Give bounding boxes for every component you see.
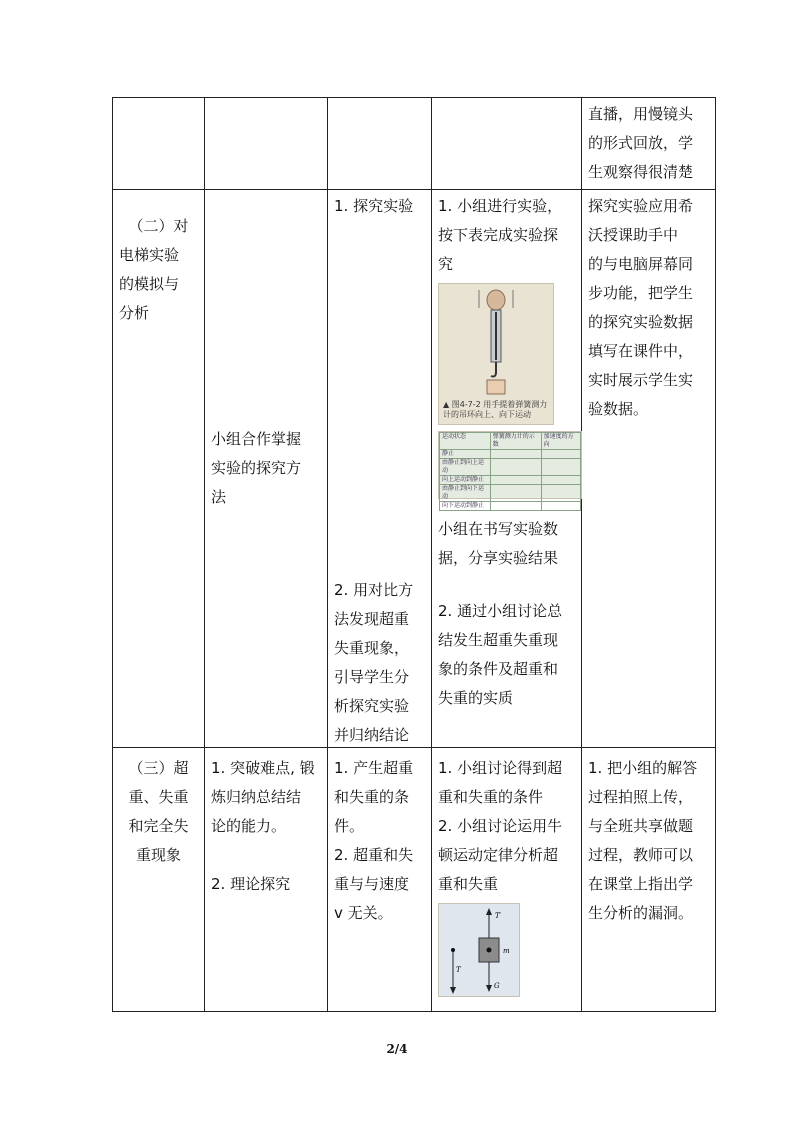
text-line: 实时展示学生实 [588,371,694,389]
text-line: （三）超 [128,759,189,777]
cell-section [113,98,205,190]
text-line: 重、失重 [128,788,189,806]
cell-teacher [328,190,432,748]
text-line: 重现象 [135,846,181,864]
text-line: 并归纳结论 [334,726,410,744]
text-line: 生观察得很清楚 [588,163,694,181]
text-line: 析探究实验 [334,697,410,715]
cell-tech [582,190,716,748]
text-line: 2. 用对比方 [334,581,414,599]
caption-line: ▲ 图4-7-2 用手提着弹簧测力 [443,400,548,409]
force-diagram-figure [438,903,520,997]
text-line: 小组合作掌握 [211,430,302,448]
text-line: 引导学生分 [334,668,410,686]
text-line: 在课堂上指出学 [588,875,694,893]
spring-scale-figure [438,283,554,425]
text-line: 过程拍照上传， [588,788,694,806]
table-row [113,98,716,190]
table-header: 加速度的方向 [541,433,580,450]
caption-line: 计的吊环向上、向下运动 [443,410,531,419]
text-line: 1. 小组进行实验， [438,197,563,215]
table-row [113,748,716,1012]
text-line: 步功能，把学生 [588,284,694,302]
force-label: T [456,966,461,974]
figure-caption [443,400,547,420]
text-line: 法 [211,488,227,506]
text-line: 的探究实验数据 [588,313,694,331]
table-row [113,190,716,748]
cell-goal [205,190,328,748]
force-label: T′ [495,912,502,920]
text-line: 按下表完成实验探 [438,226,559,244]
table-cell: 向下运动到静止 [440,502,491,511]
text-line: 分析 [119,304,150,322]
cell-student [432,748,582,1012]
text-line: 失重的实质 [438,689,514,707]
cell-student [432,98,582,190]
text-line: 的形式回放，学 [588,134,694,152]
text-line: 1. 小组讨论得到超 [438,759,563,777]
text-line: 探究实验应用希 [588,197,694,215]
text-line: 填写在课件中， [588,342,694,360]
text-line: 和完全失 [128,817,189,835]
text-line: 与全班共享做题 [588,817,694,835]
text-line: 2. 理论探究 [211,875,291,893]
cell-tech [582,748,716,1012]
text-line: 法发现超重 [334,610,410,628]
text-line: 和失重的条 [334,788,410,806]
text-line: 2. 通过小组讨论总 [438,602,563,620]
text-line: 验数据。 [588,400,649,418]
table-header: 弹簧测力计的示数 [490,433,541,450]
text-line: 究 [438,255,454,273]
text-line: 沃授课助手中 [588,226,679,244]
text-line: 直播，用慢镜头 [588,105,694,123]
cell-goal [205,98,328,190]
text-line: 据，分享实验结果 [438,549,559,567]
lesson-plan-table [112,97,716,1012]
text-line: 重和失重 [438,875,499,893]
text-line: 1. 突破难点, 锻 [211,759,315,777]
text-line: 重与与速度 [334,875,410,893]
table-cell: 向上运动到静止 [440,476,491,485]
experiment-data-table [438,431,582,509]
cell-section [113,190,205,748]
text-line: （二）对 [128,217,189,235]
text-line: 1. 探究实验 [334,197,414,215]
text-line: 论的能力。 [211,817,287,835]
text-line: 的与电脑屏幕同 [588,255,694,273]
force-diagram [439,904,519,996]
table-cell: 静止 [440,450,491,459]
page-number: 2/4 [386,1042,408,1056]
text-line: 生分析的漏洞。 [588,904,694,922]
table-cell: 由静止到向下运动 [440,485,491,502]
cell-section [113,748,205,1012]
text-line: 2. 小组讨论运用牛 [438,817,563,835]
text-line: 件。 [334,817,365,835]
text-line: 1. 产生超重 [334,759,414,777]
cell-tech [582,98,716,190]
text-line: 电梯实验 [119,246,180,264]
text-line: 重和失重的条件 [438,788,544,806]
text-line: 的模拟与 [119,275,180,293]
text-line: 顿运动定律分析超 [438,846,559,864]
table-cell: 由静止到向上运动 [440,459,491,476]
text-line: 炼归纳总结结 [211,788,302,806]
text-line: 小组在书写实验数 [438,520,559,538]
text-line: 结发生超重失重现 [438,631,559,649]
text-line: v 无关。 [334,904,393,922]
text-line: 1. 把小组的解答 [588,759,698,777]
text-line: 过程，教师可以 [588,846,694,864]
cell-goal [205,748,328,1012]
text-line: 2. 超重和失 [334,846,414,864]
cell-teacher [328,748,432,1012]
text-line: 失重现象， [334,639,410,657]
text-line: 象的条件及超重和 [438,660,559,678]
force-label: G [494,982,500,990]
text-line: 实验的探究方 [211,459,302,477]
force-label: m [503,947,510,955]
table-header: 运动状态 [440,433,491,450]
cell-student [432,190,582,748]
cell-teacher [328,98,432,190]
